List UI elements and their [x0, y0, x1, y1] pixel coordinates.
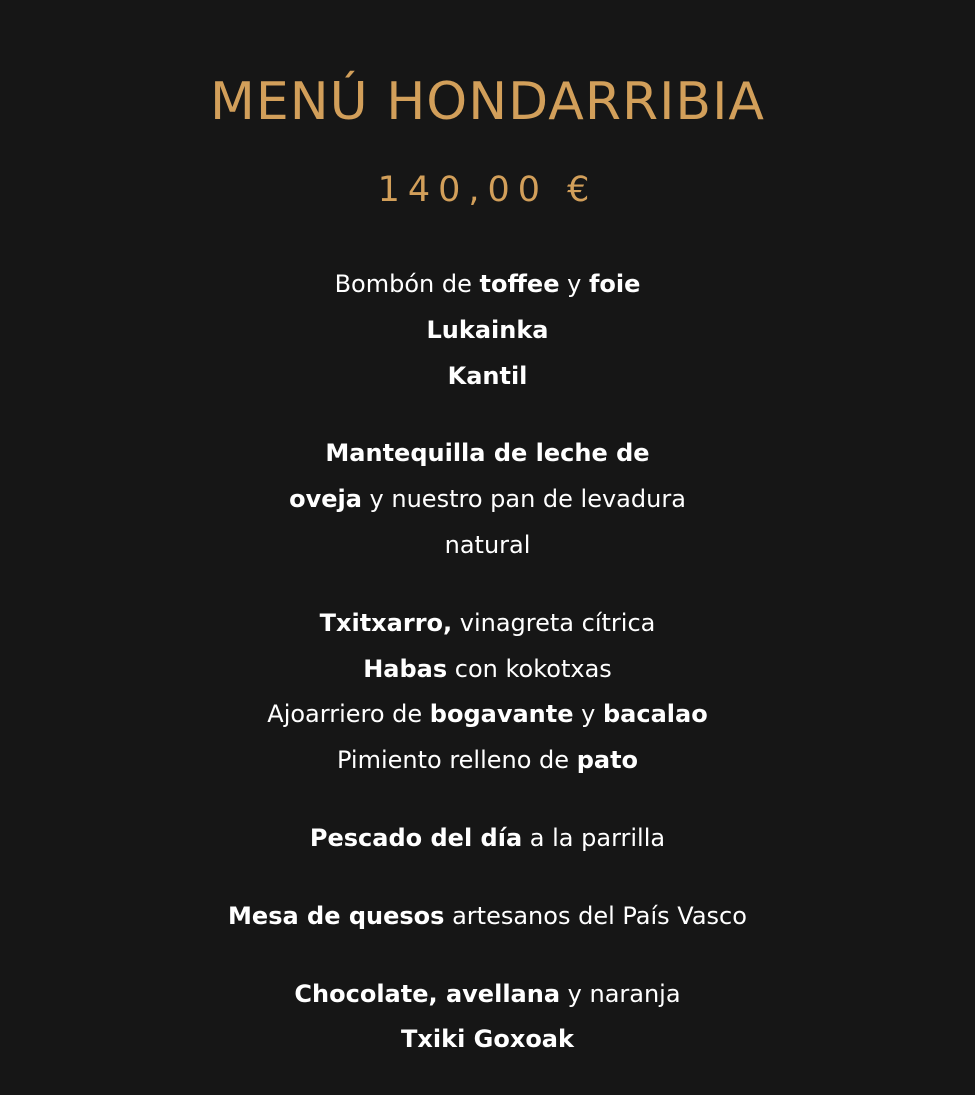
dish-line [0, 523, 975, 569]
dish-line [0, 647, 975, 693]
dish-highlight: Mesa de quesos [228, 901, 445, 930]
dish-highlight: Lukainka [426, 315, 549, 344]
dish-line [0, 354, 975, 400]
dish-text: natural [444, 530, 531, 559]
dish-highlight: pato [576, 746, 639, 775]
menu-price: 140,00 € [377, 170, 598, 210]
dish-highlight: oveja [289, 485, 362, 514]
dish-line [0, 601, 975, 647]
dish-highlight: bogavante [429, 700, 574, 729]
dish-text: y [573, 700, 603, 729]
dish-highlight: Chocolate, avellana [294, 979, 561, 1008]
dish-highlight: Kantil [447, 361, 528, 390]
dish-text: Bombón de [334, 270, 480, 298]
dish-line [0, 692, 975, 738]
dish-line [0, 738, 975, 784]
dish-text: y nuestro pan de levadura [361, 485, 686, 514]
dish-highlight: Pescado del día [309, 823, 523, 852]
dish-line [0, 262, 975, 308]
dish-text: y naranja [560, 979, 681, 1008]
dish-text: vinagreta cítrica [452, 608, 656, 637]
course-list [0, 262, 975, 1095]
dish-line [0, 308, 975, 354]
dish-highlight: Mantequilla de leche de [325, 439, 650, 468]
course-block [0, 601, 975, 784]
dish-text: artesanos del País Vasco [444, 901, 747, 930]
dish-text: a la parrilla [522, 823, 666, 852]
course-block [0, 894, 975, 940]
dish-highlight: bacalao [602, 700, 708, 729]
dish-line [0, 894, 975, 940]
dish-highlight: Txiki Goxoak [401, 1025, 574, 1054]
dish-text: Pimiento relleno de [336, 746, 577, 775]
dish-line [0, 972, 975, 1018]
dish-text: con kokotxas [447, 654, 612, 683]
dish-line [0, 431, 975, 477]
dish-text: y [559, 270, 589, 298]
menu-title: MENÚ HONDARRIBIA [209, 72, 766, 132]
dish-highlight: Txitxarro, [319, 608, 453, 637]
course-block [0, 431, 975, 568]
course-block [0, 816, 975, 862]
dish-highlight: toffee [479, 270, 560, 298]
dish-highlight: foie [588, 270, 641, 298]
dish-highlight: Habas [363, 654, 448, 683]
dish-line [0, 816, 975, 862]
dish-line [0, 1017, 975, 1063]
dish-line [0, 477, 975, 523]
course-block [0, 972, 975, 1064]
dish-text: Ajoarriero de [267, 700, 430, 729]
course-block [0, 262, 975, 399]
